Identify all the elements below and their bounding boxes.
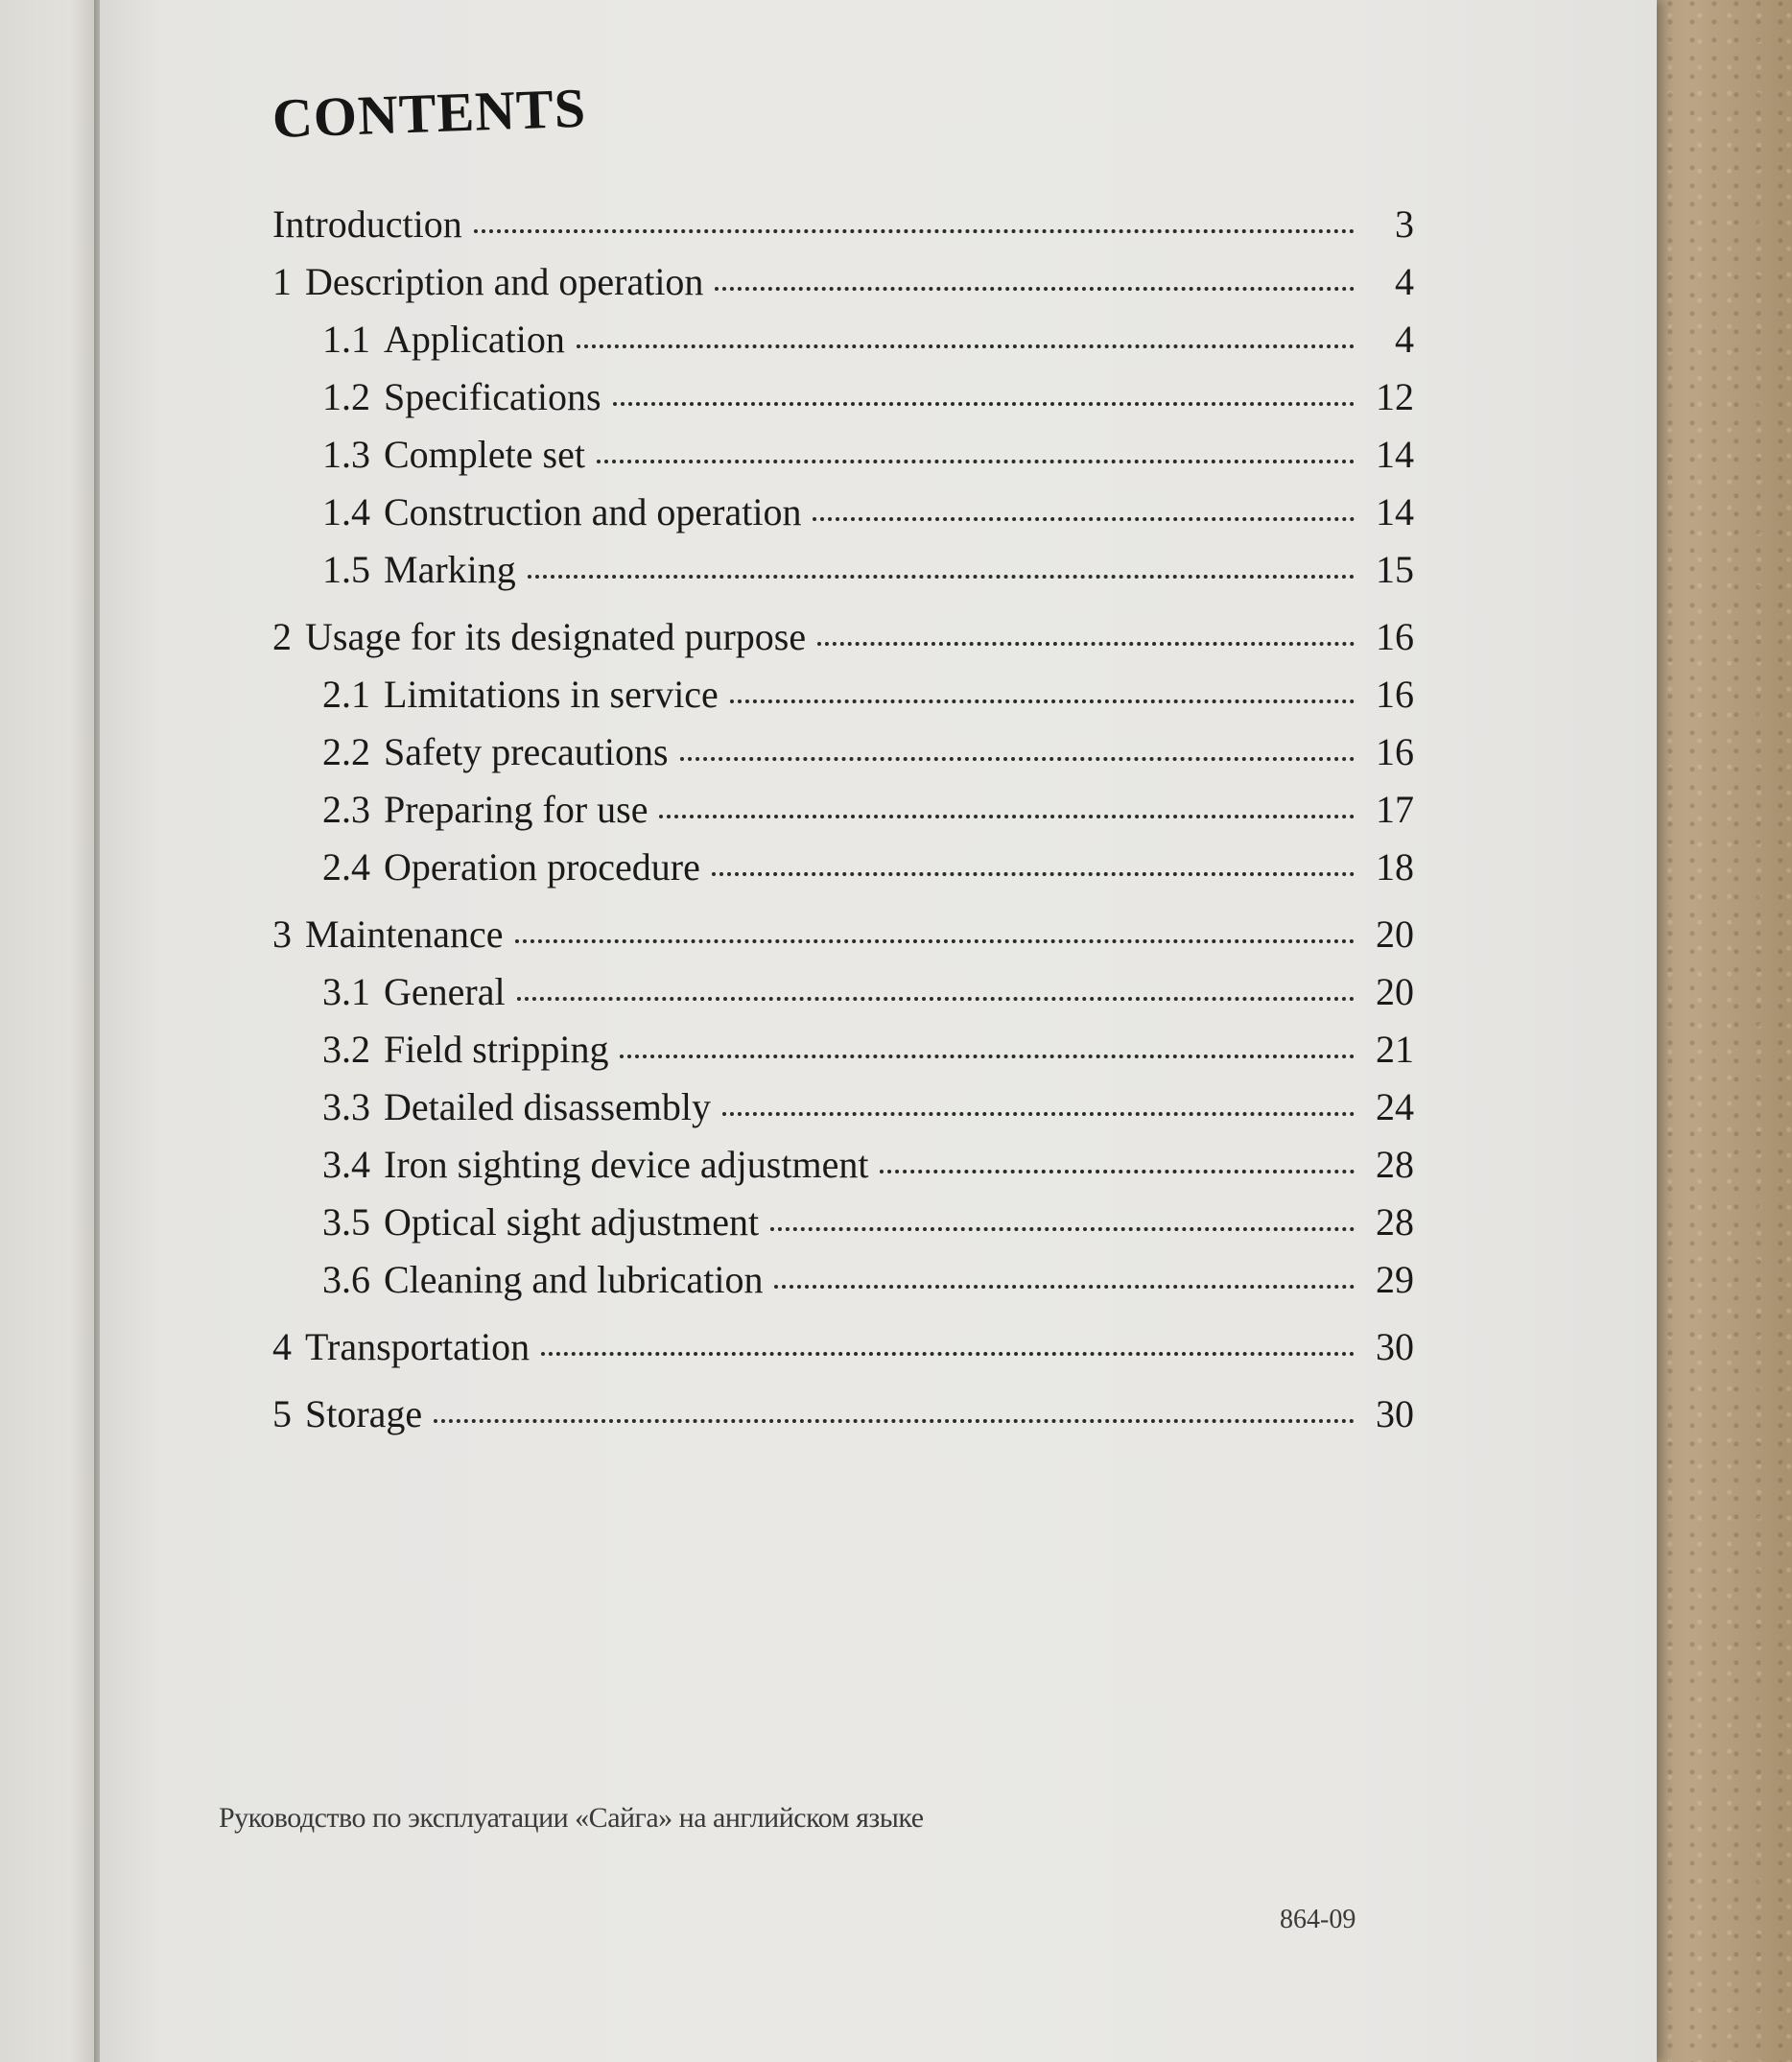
toc-dot-leader (715, 287, 1355, 291)
page-title: CONTENTS (271, 76, 588, 150)
toc-section-number: 2.1 (322, 673, 370, 716)
toc-entry (272, 547, 1414, 604)
toc-dot-leader (434, 1419, 1355, 1423)
toc-dot-leader (817, 642, 1355, 646)
toc-dot-leader (774, 1285, 1355, 1289)
toc-page-number: 16 (1376, 615, 1414, 658)
toc-dot-leader (659, 815, 1355, 818)
toc-section-number: 2.3 (322, 788, 370, 831)
toc-section-number: 3.2 (322, 1028, 370, 1071)
toc-dot-leader (722, 1112, 1355, 1116)
toc-section-number: 3.4 (322, 1143, 370, 1186)
toc-section-title: Optical sight adjustment (384, 1200, 760, 1244)
toc-page-number: 3 (1395, 202, 1414, 246)
toc-dot-leader (597, 460, 1355, 463)
toc-section-number: 3 (272, 912, 292, 956)
toc-entry (272, 201, 1414, 259)
toc-section-title: Transportation (305, 1325, 531, 1368)
toc-section-title: Iron sighting device adjustment (384, 1143, 869, 1186)
toc-section-title: Application (384, 318, 565, 361)
toc-dot-leader (528, 575, 1355, 579)
toc-page-number: 17 (1376, 788, 1414, 831)
toc-section-title: Operation procedure (384, 845, 700, 889)
toc-section-number: 3.1 (322, 970, 370, 1013)
footer-note: Руководство по эксплуатации «Сайга» на английском языке (219, 1802, 924, 1834)
left-page-edge (0, 0, 100, 2062)
toc-dot-leader (517, 997, 1355, 1001)
toc-entry (272, 1142, 1414, 1199)
toc-dot-leader (474, 229, 1355, 233)
toc-section-number: 2 (272, 615, 292, 658)
toc-section-number: 1.2 (322, 375, 370, 418)
toc-entry (272, 912, 1414, 969)
toc-entry (272, 1084, 1414, 1142)
toc-entry (272, 787, 1414, 844)
toc-dot-leader (712, 872, 1355, 876)
toc-entry (272, 1391, 1414, 1449)
toc-section-title: Safety precautions (384, 730, 669, 773)
toc-section-number: 3.5 (322, 1200, 370, 1244)
page-code: 864-09 (1280, 1905, 1356, 1934)
toc-section-title: Marking (384, 548, 516, 591)
toc-section-number: 5 (272, 1392, 292, 1435)
toc-page-number: 14 (1376, 490, 1414, 533)
toc-page-number: 30 (1376, 1325, 1414, 1368)
toc-section-number: 1.5 (322, 548, 370, 591)
toc-page-number: 4 (1395, 318, 1414, 361)
toc-page-number: 14 (1376, 433, 1414, 476)
toc-dot-leader (680, 757, 1355, 761)
toc-entry (272, 317, 1414, 374)
toc-section-title: Specifications (384, 375, 601, 418)
document-page (100, 0, 1657, 2062)
toc-dot-leader (730, 699, 1355, 703)
toc-section-number: 2.4 (322, 845, 370, 889)
toc-page-number: 16 (1376, 673, 1414, 716)
toc-entry (272, 614, 1414, 672)
toc-page-number: 20 (1376, 970, 1414, 1013)
toc-page-number: 30 (1376, 1392, 1414, 1435)
toc-dot-leader (515, 939, 1355, 943)
toc-page-number: 28 (1376, 1143, 1414, 1186)
toc-section-number: 1 (272, 260, 292, 303)
toc-entry (272, 432, 1414, 489)
toc-entry (272, 1199, 1414, 1257)
toc-entry (272, 1257, 1414, 1315)
toc-section-title: Construction and operation (384, 490, 802, 533)
toc-section-title: Field stripping (384, 1028, 609, 1071)
toc-section-title: Cleaning and lubrication (384, 1258, 764, 1301)
toc-page-number: 21 (1376, 1028, 1414, 1071)
toc-section-title: Maintenance (305, 912, 504, 956)
table-of-contents (272, 201, 1414, 1449)
toc-entry (272, 969, 1414, 1027)
toc-section-title: Storage (305, 1392, 423, 1435)
toc-page-number: 15 (1376, 548, 1414, 591)
toc-section-title: Description and operation (305, 260, 704, 303)
toc-entry (272, 844, 1414, 902)
toc-section-number: 3.3 (322, 1085, 370, 1128)
toc-page-number: 24 (1376, 1085, 1414, 1128)
toc-section-title: Detailed disassembly (384, 1085, 712, 1128)
toc-entry (272, 374, 1414, 432)
toc-dot-leader (770, 1227, 1355, 1231)
toc-section-number: 3.6 (322, 1258, 370, 1301)
toc-dot-leader (880, 1170, 1355, 1173)
toc-entry (272, 489, 1414, 547)
toc-section-title: Introduction (272, 202, 462, 246)
toc-page-number: 12 (1376, 375, 1414, 418)
toc-entry (272, 672, 1414, 729)
toc-dot-leader (813, 517, 1355, 521)
toc-page-number: 4 (1395, 260, 1414, 303)
toc-page-number: 18 (1376, 845, 1414, 889)
toc-section-number: 1.1 (322, 318, 370, 361)
toc-dot-leader (620, 1055, 1355, 1058)
toc-section-number: 2.2 (322, 730, 370, 773)
toc-page-number: 29 (1376, 1258, 1414, 1301)
toc-page-number: 28 (1376, 1200, 1414, 1244)
toc-section-title: Limitations in service (384, 673, 719, 716)
toc-dot-leader (577, 344, 1355, 348)
toc-entry (272, 1027, 1414, 1084)
toc-section-number: 4 (272, 1325, 292, 1368)
toc-section-title: General (384, 970, 506, 1013)
toc-section-number: 1.3 (322, 433, 370, 476)
toc-page-number: 20 (1376, 912, 1414, 956)
toc-section-title: Complete set (384, 433, 585, 476)
toc-section-title: Preparing for use (384, 788, 648, 831)
toc-section-title: Usage for its designated purpose (305, 615, 807, 658)
toc-dot-leader (613, 402, 1355, 406)
toc-section-number: 1.4 (322, 490, 370, 533)
toc-entry (272, 1324, 1414, 1382)
toc-entry (272, 259, 1414, 317)
toc-dot-leader (541, 1352, 1355, 1356)
toc-entry (272, 729, 1414, 787)
toc-page-number: 16 (1376, 730, 1414, 773)
